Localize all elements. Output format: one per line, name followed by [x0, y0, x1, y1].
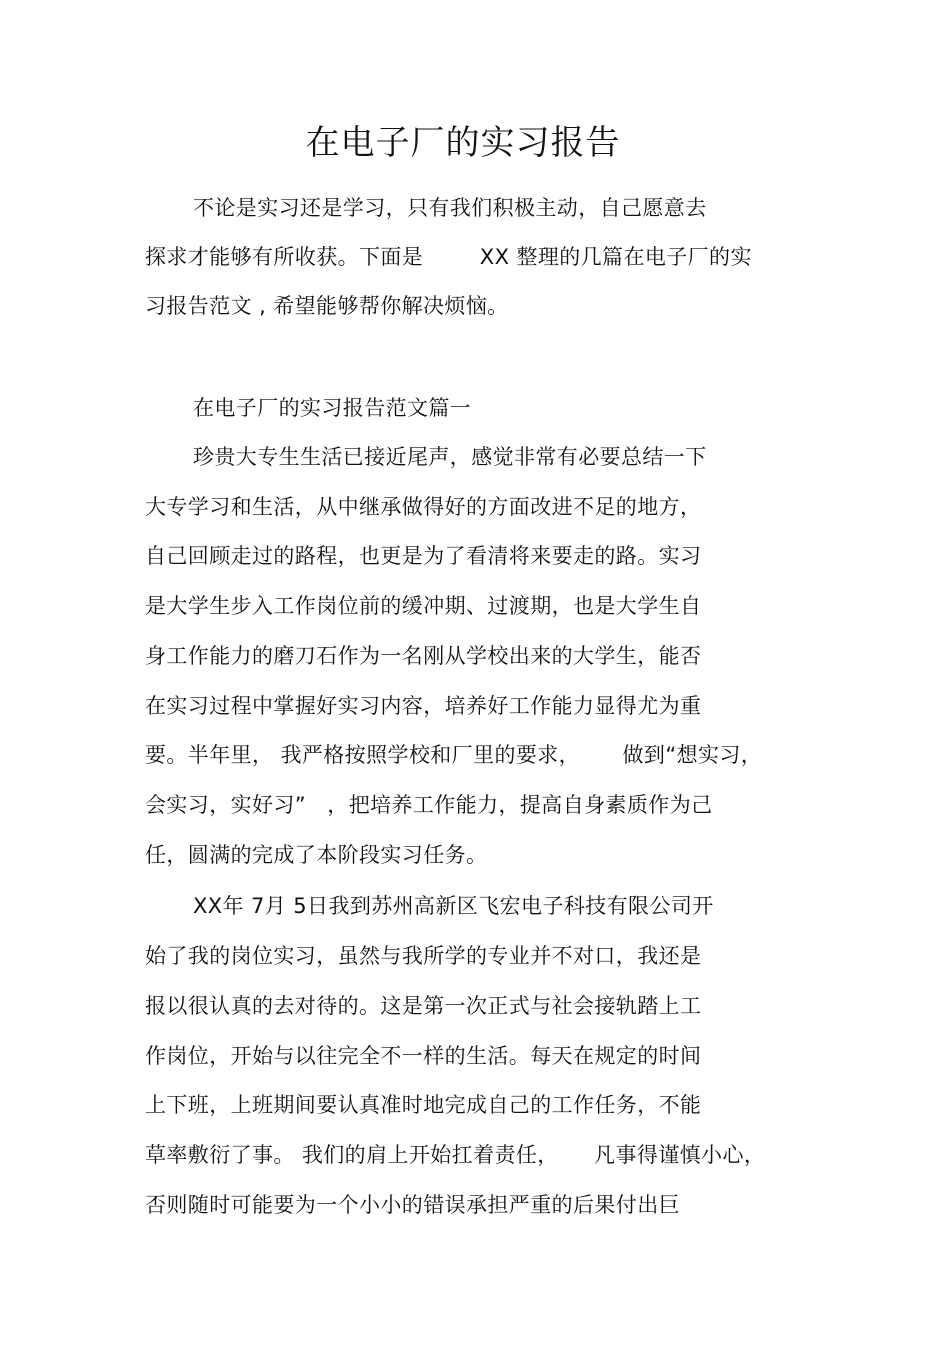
paragraph1-line: 是大学生步入工作岗位前的缓冲期、过渡期，也是大学生自 [145, 594, 702, 618]
paragraph1-line: 大专学习和生活，从中继承做得好的方面改进不足的地方， [145, 495, 702, 519]
paragraph1-line: 会实习，实好习” ，把培养工作能力，提高自身素质作为己 [145, 793, 713, 817]
intro-line: 不论是实习还是学习，只有我们积极主动，自己愿意去 [193, 196, 707, 220]
document-title: 在电子厂的实习报告 [305, 123, 621, 163]
paragraph1-line: 在实习过程中掌握好实习内容，培养好工作能力显得尤为重 [145, 694, 702, 718]
paragraph2-line: 作岗位，开始与以往完全不一样的生活。每天在规定的时间 [145, 1044, 702, 1068]
paragraph2-line: 上下班，上班期间要认真准时地完成自己的工作任务，不能 [145, 1093, 702, 1117]
paragraph1-line: 任，圆满的完成了本阶段实习任务。 [145, 843, 488, 867]
paragraph1-line: 身工作能力的磨刀石作为一名刚从学校出来的大学生，能否 [145, 644, 702, 668]
paragraph2-line: 始了我的岗位实习，虽然与我所学的专业并不对口，我还是 [145, 944, 702, 968]
paragraph2-line: 否则随时可能要为一个小小的错误承担严重的后果付出巨 [145, 1193, 680, 1217]
paragraph1-line: 珍贵大专生生活已接近尾声，感觉非常有必要总结一下 [193, 445, 707, 469]
section-heading: 在电子厂的实习报告范文篇一 [193, 396, 472, 420]
intro-line: 探求才能够有所收获。下面是 XX 整理的几篇在电子厂的实 [145, 245, 752, 269]
paragraph1-line: 自己回顾走过的路程，也更是为了看清将来要走的路。实习 [145, 544, 702, 568]
paragraph2-line: 草率敷衍了事。 我们的肩上开始扛着责任， 凡事得谨慎小心， [145, 1143, 766, 1167]
intro-line: 习报告范文 , 希望能够帮你解决烦恼。 [145, 294, 509, 318]
paragraph2-line: 报以很认真的去对待的。这是第一次正式与社会接轨踏上工 [145, 994, 702, 1018]
paragraph1-line: 要。半年里， 我严格按照学校和厂里的要求， 做到“想实习， [145, 743, 763, 767]
paragraph2-line: XX年 7月 5日我到苏州高新区飞宏电子科技有限公司开 [193, 894, 714, 918]
